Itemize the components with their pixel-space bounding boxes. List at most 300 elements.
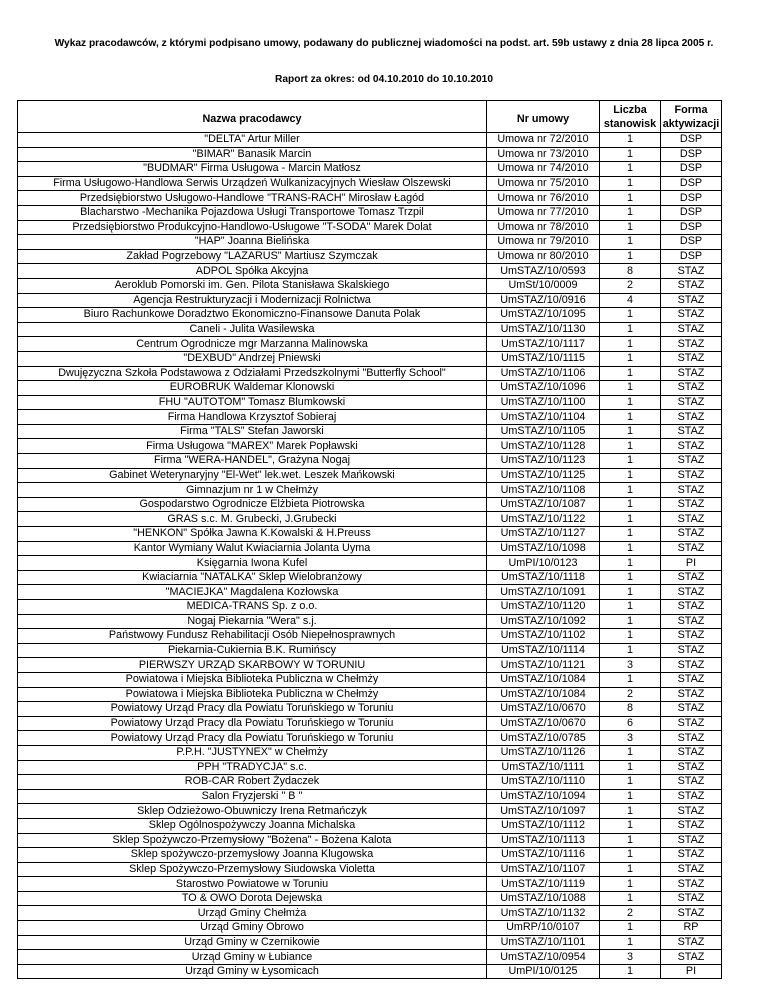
column-header-form-line1: Forma xyxy=(674,103,708,116)
cell-positions: 4 xyxy=(600,293,661,308)
document-title: Wykaz pracodawców, z którymi podpisano umowy, podawany do publicznej wiadomości na podst. art. 59b ustawy z dnia 28 lipca 2005 r. xyxy=(54,38,714,49)
cell-activation-form: STAZ xyxy=(661,424,722,439)
cell-contract-number: UmSTAZ/10/1123 xyxy=(487,454,600,469)
cell-contract-number: UmSTAZ/10/1120 xyxy=(487,600,600,615)
table-row xyxy=(18,468,722,483)
cell-contract-number: UmSTAZ/10/1096 xyxy=(487,381,600,396)
cell-contract-number: UmSTAZ/10/1117 xyxy=(487,337,600,352)
cell-positions: 1 xyxy=(600,410,661,425)
cell-contract-number: UmSTAZ/10/1125 xyxy=(487,468,600,483)
cell-employer: Salon Fryzjerski " B " xyxy=(18,789,487,804)
cell-positions: 1 xyxy=(600,877,661,892)
table-row xyxy=(18,381,722,396)
cell-contract-number: UmSTAZ/10/1106 xyxy=(487,366,600,381)
table-row xyxy=(18,643,722,658)
cell-employer: Starostwo Powiatowe w Toruniu xyxy=(18,877,487,892)
cell-contract-number: UmSTAZ/10/1112 xyxy=(487,818,600,833)
cell-positions: 1 xyxy=(600,249,661,264)
cell-activation-form: STAZ xyxy=(661,308,722,323)
cell-employer: Urząd Gminy Chełmża xyxy=(18,906,487,921)
table-row xyxy=(18,658,722,673)
cell-contract-number: UmSTAZ/10/1111 xyxy=(487,760,600,775)
cell-contract-number: UmSTAZ/10/1122 xyxy=(487,512,600,527)
cell-contract-number: UmSTAZ/10/1105 xyxy=(487,424,600,439)
table-row xyxy=(18,395,722,410)
cell-positions: 1 xyxy=(600,935,661,950)
table-row xyxy=(18,629,722,644)
cell-activation-form: STAZ xyxy=(661,381,722,396)
cell-activation-form: STAZ xyxy=(661,775,722,790)
cell-activation-form: STAZ xyxy=(661,322,722,337)
column-header-employer: Nazwa pracodawcy xyxy=(18,101,487,133)
cell-activation-form: STAZ xyxy=(661,439,722,454)
cell-contract-number: UmSTAZ/10/1088 xyxy=(487,891,600,906)
cell-positions: 1 xyxy=(600,745,661,760)
cell-activation-form: DSP xyxy=(661,235,722,250)
cell-contract-number: UmSTAZ/10/0670 xyxy=(487,716,600,731)
cell-employer: Kantor Wymiany Walut Kwiaciarnia Jolanta Uyma xyxy=(18,541,487,556)
table-row xyxy=(18,410,722,425)
cell-positions: 8 xyxy=(600,702,661,717)
cell-positions: 1 xyxy=(600,804,661,819)
table-row xyxy=(18,133,722,148)
cell-activation-form: RP xyxy=(661,921,722,936)
cell-positions: 1 xyxy=(600,629,661,644)
cell-positions: 1 xyxy=(600,133,661,148)
cell-employer: Sklep Spożywczo-Przemysłowy Siudowska Violetta xyxy=(18,862,487,877)
table-row xyxy=(18,614,722,629)
cell-activation-form: STAZ xyxy=(661,672,722,687)
cell-contract-number: UmSTAZ/10/1084 xyxy=(487,672,600,687)
cell-employer: TO & OWO Dorota Dejewska xyxy=(18,891,487,906)
cell-positions: 8 xyxy=(600,264,661,279)
cell-activation-form: STAZ xyxy=(661,293,722,308)
cell-contract-number: UmSTAZ/10/1108 xyxy=(487,483,600,498)
cell-activation-form: DSP xyxy=(661,176,722,191)
cell-employer: Urząd Gminy Obrowo xyxy=(18,921,487,936)
table-row xyxy=(18,906,722,921)
table-row xyxy=(18,527,722,542)
cell-activation-form: DSP xyxy=(661,249,722,264)
cell-employer: PPH "TRADYCJA" s.c. xyxy=(18,760,487,775)
cell-positions: 1 xyxy=(600,891,661,906)
cell-employer: "BIMAR" Banasik Marcin xyxy=(18,147,487,162)
cell-positions: 1 xyxy=(600,600,661,615)
table-row xyxy=(18,351,722,366)
cell-positions: 1 xyxy=(600,322,661,337)
cell-activation-form: STAZ xyxy=(661,570,722,585)
cell-contract-number: UmSTAZ/10/1126 xyxy=(487,745,600,760)
cell-employer: Państwowy Fundusz Rehabilitacji Osób Niepełnosprawnych xyxy=(18,629,487,644)
column-header-positions xyxy=(600,101,661,133)
cell-contract-number: UmSTAZ/10/1084 xyxy=(487,687,600,702)
table-row xyxy=(18,716,722,731)
table-body xyxy=(18,133,722,979)
table-row xyxy=(18,862,722,877)
table-row xyxy=(18,322,722,337)
table-row xyxy=(18,191,722,206)
cell-activation-form: DSP xyxy=(661,220,722,235)
table-row xyxy=(18,541,722,556)
cell-activation-form: STAZ xyxy=(661,731,722,746)
cell-employer: Sklep Odzieżowo-Obuwniczy Irena Retmańczyk xyxy=(18,804,487,819)
cell-activation-form: STAZ xyxy=(661,950,722,965)
cell-contract-number: UmSTAZ/10/1098 xyxy=(487,541,600,556)
cell-employer: "DELTA" Artur Miller xyxy=(18,133,487,148)
cell-activation-form: DSP xyxy=(661,147,722,162)
table-row xyxy=(18,702,722,717)
cell-positions: 1 xyxy=(600,205,661,220)
cell-activation-form: STAZ xyxy=(661,935,722,950)
table-row xyxy=(18,454,722,469)
cell-positions: 1 xyxy=(600,643,661,658)
cell-employer: Księgarnia Iwona Kufel xyxy=(18,556,487,571)
cell-employer: Przedsiębiorstwo Usługowo-Handlowe "TRANS-RACH" Mirosław Łagód xyxy=(18,191,487,206)
cell-employer: Sklep Ogólnospożywczy Joanna Michalska xyxy=(18,818,487,833)
cell-contract-number: UmSTAZ/10/1121 xyxy=(487,658,600,673)
cell-contract-number: UmSTAZ/10/1127 xyxy=(487,527,600,542)
cell-activation-form: STAZ xyxy=(661,351,722,366)
table-row xyxy=(18,731,722,746)
cell-employer: EUROBRUK Waldemar Klonowski xyxy=(18,381,487,396)
cell-employer: "DEXBUD" Andrzej Pniewski xyxy=(18,351,487,366)
cell-activation-form: STAZ xyxy=(661,410,722,425)
cell-employer: FHU "AUTOTOM" Tomasz Blumkowski xyxy=(18,395,487,410)
cell-activation-form: STAZ xyxy=(661,600,722,615)
cell-activation-form: STAZ xyxy=(661,745,722,760)
cell-contract-number: UmSTAZ/10/1119 xyxy=(487,877,600,892)
column-header-form xyxy=(661,101,722,133)
cell-employer: Gospodarstwo Ogrodnicze Elżbieta Piotrowska xyxy=(18,497,487,512)
cell-employer: PIERWSZY URZĄD SKARBOWY W TORUNIU xyxy=(18,658,487,673)
cell-contract-number: Umowa nr 80/2010 xyxy=(487,249,600,264)
table-row xyxy=(18,964,722,979)
cell-employer: Nogaj Piekarnia "Wera" s.j. xyxy=(18,614,487,629)
cell-positions: 3 xyxy=(600,950,661,965)
cell-employer: Zakład Pogrzebowy "LAZARUS" Martiusz Szymczak xyxy=(18,249,487,264)
cell-employer: Firma Usługowo-Handlowa Serwis Urządzeń Wulkanizacyjnych Wiesław Olszewski xyxy=(18,176,487,191)
cell-employer: Firma "WERA-HANDEL", Grażyna Nogaj xyxy=(18,454,487,469)
cell-positions: 6 xyxy=(600,716,661,731)
cell-activation-form: DSP xyxy=(661,205,722,220)
cell-activation-form: STAZ xyxy=(661,541,722,556)
table-row xyxy=(18,789,722,804)
cell-activation-form: STAZ xyxy=(661,629,722,644)
cell-activation-form: STAZ xyxy=(661,716,722,731)
cell-activation-form: STAZ xyxy=(661,891,722,906)
table-row xyxy=(18,176,722,191)
cell-activation-form: PI xyxy=(661,964,722,979)
cell-contract-number: UmSTAZ/10/1092 xyxy=(487,614,600,629)
cell-activation-form: STAZ xyxy=(661,614,722,629)
cell-positions: 1 xyxy=(600,541,661,556)
cell-activation-form: STAZ xyxy=(661,264,722,279)
table-header-row xyxy=(18,101,722,133)
cell-contract-number: UmRP/10/0107 xyxy=(487,921,600,936)
cell-employer: Firma Usługowa "MAREX" Marek Popławski xyxy=(18,439,487,454)
cell-employer: ROB-CAR Robert Żydaczek xyxy=(18,775,487,790)
cell-positions: 1 xyxy=(600,614,661,629)
column-header-positions-line2: stanowisk xyxy=(603,117,657,130)
table-row xyxy=(18,249,722,264)
cell-positions: 1 xyxy=(600,424,661,439)
table-row xyxy=(18,220,722,235)
cell-contract-number: UmSTAZ/10/1102 xyxy=(487,629,600,644)
table-row xyxy=(18,600,722,615)
column-header-positions-line1: Liczba xyxy=(613,103,647,116)
cell-positions: 1 xyxy=(600,366,661,381)
cell-activation-form: STAZ xyxy=(661,337,722,352)
cell-employer: Caneli - Julita Wasilewska xyxy=(18,322,487,337)
cell-employer: Firma "TALS" Stefan Jaworski xyxy=(18,424,487,439)
cell-positions: 2 xyxy=(600,278,661,293)
cell-activation-form: STAZ xyxy=(661,687,722,702)
cell-activation-form: DSP xyxy=(661,133,722,148)
cell-contract-number: UmSTAZ/10/1101 xyxy=(487,935,600,950)
table-row xyxy=(18,556,722,571)
cell-contract-number: UmSTAZ/10/1095 xyxy=(487,308,600,323)
table-row xyxy=(18,775,722,790)
cell-employer: Powiatowy Urząd Pracy dla Powiatu Toruńskiego w Toruniu xyxy=(18,716,487,731)
cell-employer: Agencja Restrukturyzacji i Modernizacji Rolnictwa xyxy=(18,293,487,308)
cell-employer: Biuro Rachunkowe Doradztwo Ekonomiczno-Finansowe Danuta Polak xyxy=(18,308,487,323)
cell-contract-number: Umowa nr 75/2010 xyxy=(487,176,600,191)
cell-activation-form: STAZ xyxy=(661,906,722,921)
cell-activation-form: STAZ xyxy=(661,527,722,542)
cell-activation-form: STAZ xyxy=(661,512,722,527)
cell-activation-form: STAZ xyxy=(661,366,722,381)
cell-employer: Firma Handlowa Krzysztof Sobieraj xyxy=(18,410,487,425)
cell-employer: Powiatowa i Miejska Biblioteka Publiczna w Chełmży xyxy=(18,672,487,687)
cell-contract-number: UmSTAZ/10/0670 xyxy=(487,702,600,717)
cell-positions: 1 xyxy=(600,497,661,512)
cell-activation-form: STAZ xyxy=(661,818,722,833)
cell-positions: 1 xyxy=(600,176,661,191)
table-row xyxy=(18,497,722,512)
table-row xyxy=(18,293,722,308)
cell-activation-form: STAZ xyxy=(661,760,722,775)
cell-contract-number: UmSTAZ/10/0916 xyxy=(487,293,600,308)
cell-employer: Powiatowy Urząd Pracy dla Powiatu Toruńskiego w Toruniu xyxy=(18,702,487,717)
table-row xyxy=(18,308,722,323)
cell-employer: Przedsiębiorstwo Produkcyjno-Handlowo-Usługowe "T-SODA" Marek Dolat xyxy=(18,220,487,235)
cell-activation-form: STAZ xyxy=(661,862,722,877)
table-row xyxy=(18,585,722,600)
cell-positions: 2 xyxy=(600,906,661,921)
cell-contract-number: UmSTAZ/10/1113 xyxy=(487,833,600,848)
cell-contract-number: Umowa nr 74/2010 xyxy=(487,162,600,177)
cell-positions: 1 xyxy=(600,512,661,527)
cell-positions: 1 xyxy=(600,337,661,352)
cell-employer: Centrum Ogrodnicze mgr Marzanna Malinowska xyxy=(18,337,487,352)
table-row xyxy=(18,818,722,833)
report-period: Raport za okres: od 04.10.2010 do 10.10.2010 xyxy=(274,74,493,85)
cell-positions: 1 xyxy=(600,862,661,877)
cell-positions: 1 xyxy=(600,381,661,396)
cell-positions: 1 xyxy=(600,775,661,790)
cell-contract-number: Umowa nr 73/2010 xyxy=(487,147,600,162)
cell-contract-number: UmSTAZ/10/0954 xyxy=(487,950,600,965)
table-row xyxy=(18,424,722,439)
cell-contract-number: UmSTAZ/10/1107 xyxy=(487,862,600,877)
cell-contract-number: UmSTAZ/10/1118 xyxy=(487,570,600,585)
cell-activation-form: DSP xyxy=(661,191,722,206)
cell-employer: Urząd Gminy w Czernikowie xyxy=(18,935,487,950)
cell-contract-number: UmSTAZ/10/1100 xyxy=(487,395,600,410)
cell-positions: 1 xyxy=(600,220,661,235)
cell-activation-form: DSP xyxy=(661,162,722,177)
cell-employer: "MACIEJKA" Magdalena Kozłowska xyxy=(18,585,487,600)
cell-contract-number: UmSTAZ/10/0785 xyxy=(487,731,600,746)
cell-positions: 1 xyxy=(600,556,661,571)
cell-activation-form: STAZ xyxy=(661,877,722,892)
cell-contract-number: UmPI/10/0125 xyxy=(487,964,600,979)
cell-contract-number: UmSTAZ/10/1128 xyxy=(487,439,600,454)
cell-activation-form: PI xyxy=(661,556,722,571)
cell-positions: 1 xyxy=(600,483,661,498)
cell-activation-form: STAZ xyxy=(661,702,722,717)
table-row xyxy=(18,570,722,585)
cell-contract-number: UmSTAZ/10/1116 xyxy=(487,848,600,863)
cell-employer: "HENKON" Spółka Jawna K.Kowalski & H.Preuss xyxy=(18,527,487,542)
cell-contract-number: UmSTAZ/10/1091 xyxy=(487,585,600,600)
cell-activation-form: STAZ xyxy=(661,804,722,819)
cell-positions: 1 xyxy=(600,833,661,848)
cell-contract-number: UmSTAZ/10/1104 xyxy=(487,410,600,425)
cell-employer: Blacharstwo -Mechanika Pojazdowa Usługi Transportowe Tomasz Trzpil xyxy=(18,205,487,220)
table-row xyxy=(18,337,722,352)
cell-employer: Urząd Gminy w Łubiance xyxy=(18,950,487,965)
table-row xyxy=(18,745,722,760)
cell-activation-form: STAZ xyxy=(661,468,722,483)
table-row xyxy=(18,687,722,702)
cell-activation-form: STAZ xyxy=(661,585,722,600)
cell-positions: 1 xyxy=(600,454,661,469)
table-row xyxy=(18,205,722,220)
cell-positions: 1 xyxy=(600,585,661,600)
cell-activation-form: STAZ xyxy=(661,278,722,293)
cell-contract-number: Umowa nr 76/2010 xyxy=(487,191,600,206)
table-row xyxy=(18,921,722,936)
table-row xyxy=(18,833,722,848)
cell-positions: 1 xyxy=(600,235,661,250)
cell-contract-number: UmPI/10/0123 xyxy=(487,556,600,571)
cell-positions: 1 xyxy=(600,439,661,454)
employers-table xyxy=(17,100,722,979)
cell-positions: 1 xyxy=(600,921,661,936)
cell-positions: 1 xyxy=(600,570,661,585)
cell-employer: "HAP" Joanna Bielińska xyxy=(18,235,487,250)
cell-contract-number: UmSTAZ/10/1114 xyxy=(487,643,600,658)
cell-contract-number: Umowa nr 77/2010 xyxy=(487,205,600,220)
cell-positions: 2 xyxy=(600,687,661,702)
cell-contract-number: UmSTAZ/10/0593 xyxy=(487,264,600,279)
cell-positions: 1 xyxy=(600,147,661,162)
cell-contract-number: Umowa nr 79/2010 xyxy=(487,235,600,250)
table-row xyxy=(18,439,722,454)
cell-contract-number: UmSTAZ/10/1110 xyxy=(487,775,600,790)
cell-positions: 1 xyxy=(600,351,661,366)
table-row xyxy=(18,366,722,381)
table-row xyxy=(18,278,722,293)
cell-employer: MEDICA-TRANS Sp. z o.o. xyxy=(18,600,487,615)
cell-positions: 1 xyxy=(600,818,661,833)
cell-positions: 1 xyxy=(600,789,661,804)
table-row xyxy=(18,935,722,950)
cell-activation-form: STAZ xyxy=(661,497,722,512)
cell-employer: Powiatowa i Miejska Biblioteka Publiczna w Chełmży xyxy=(18,687,487,702)
cell-activation-form: STAZ xyxy=(661,658,722,673)
cell-employer: ADPOL Spółka Akcyjna xyxy=(18,264,487,279)
table-row xyxy=(18,264,722,279)
table-row xyxy=(18,483,722,498)
cell-positions: 1 xyxy=(600,527,661,542)
table-row xyxy=(18,760,722,775)
cell-employer: Gimnazjum nr 1 w Chełmży xyxy=(18,483,487,498)
cell-employer: Sklep spożywczo-przemysłowy Joanna Klugowska xyxy=(18,848,487,863)
cell-contract-number: UmSTAZ/10/1132 xyxy=(487,906,600,921)
cell-employer: "BUDMAR" Firma Usługowa - Marcin Matłosz xyxy=(18,162,487,177)
table-row xyxy=(18,162,722,177)
column-header-contract: Nr umowy xyxy=(487,101,600,133)
cell-positions: 1 xyxy=(600,672,661,687)
cell-activation-form: STAZ xyxy=(661,833,722,848)
cell-positions: 1 xyxy=(600,848,661,863)
table-row xyxy=(18,848,722,863)
table-row xyxy=(18,512,722,527)
cell-employer: Powiatowy Urząd Pracy dla Powiatu Toruńskiego w Toruniu xyxy=(18,731,487,746)
cell-contract-number: UmSTAZ/10/1094 xyxy=(487,789,600,804)
cell-contract-number: UmSTAZ/10/1087 xyxy=(487,497,600,512)
cell-activation-form: STAZ xyxy=(661,483,722,498)
table-row xyxy=(18,950,722,965)
table-row xyxy=(18,877,722,892)
cell-employer: GRAS s.c. M. Grubecki, J.Grubecki xyxy=(18,512,487,527)
cell-positions: 1 xyxy=(600,308,661,323)
cell-employer: Piekarnia-Cukiernia B.K. Rumińscy xyxy=(18,643,487,658)
table-row xyxy=(18,891,722,906)
cell-contract-number: UmSt/10/0009 xyxy=(487,278,600,293)
cell-contract-number: Umowa nr 72/2010 xyxy=(487,133,600,148)
cell-contract-number: UmSTAZ/10/1115 xyxy=(487,351,600,366)
cell-positions: 1 xyxy=(600,395,661,410)
cell-employer: Urząd Gminy w Łysomicach xyxy=(18,964,487,979)
cell-activation-form: STAZ xyxy=(661,643,722,658)
cell-contract-number: UmSTAZ/10/1130 xyxy=(487,322,600,337)
table-row xyxy=(18,672,722,687)
column-header-form-line2: aktywizacji xyxy=(662,117,720,130)
cell-positions: 3 xyxy=(600,731,661,746)
cell-contract-number: Umowa nr 78/2010 xyxy=(487,220,600,235)
cell-employer: Aeroklub Pomorski im. Gen. Pilota Stanisława Skalskiego xyxy=(18,278,487,293)
cell-positions: 1 xyxy=(600,964,661,979)
table-row xyxy=(18,804,722,819)
cell-activation-form: STAZ xyxy=(661,848,722,863)
cell-positions: 1 xyxy=(600,468,661,483)
cell-employer: Kwiaciarnia "NATALKA" Sklep Wielobranżowy xyxy=(18,570,487,585)
table-row xyxy=(18,235,722,250)
cell-positions: 1 xyxy=(600,162,661,177)
cell-positions: 1 xyxy=(600,760,661,775)
cell-employer: Sklep Spożywczo-Przemysłowy "Bożena" - Bożena Kalota xyxy=(18,833,487,848)
cell-employer: Dwujęzyczna Szkoła Podstawowa z Odziałami Przedszkolnymi "Butterfly School" xyxy=(18,366,487,381)
cell-activation-form: STAZ xyxy=(661,395,722,410)
cell-activation-form: STAZ xyxy=(661,454,722,469)
cell-positions: 1 xyxy=(600,191,661,206)
table-row xyxy=(18,147,722,162)
cell-activation-form: STAZ xyxy=(661,789,722,804)
cell-employer: Gabinet Weterynaryjny "El-Wet" lek.wet. Leszek Mańkowski xyxy=(18,468,487,483)
